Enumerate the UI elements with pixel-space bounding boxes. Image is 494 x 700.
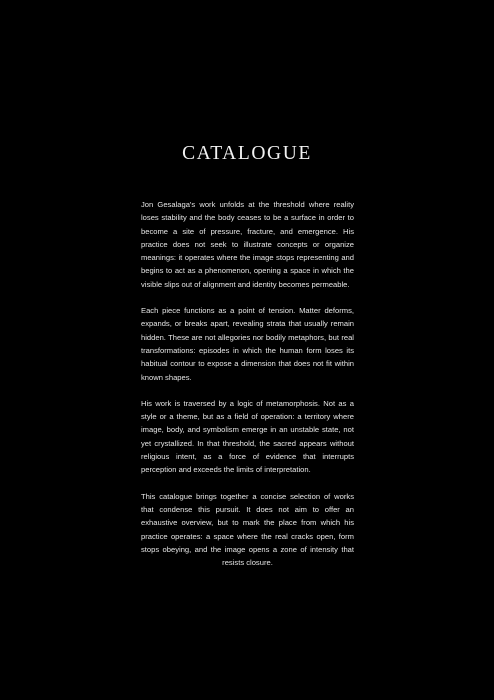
page-title: CATALOGUE xyxy=(182,143,312,164)
paragraph-tension: Each piece functions as a point of tension. Matter deforms, expands, or breaks apart, revealing strata that usually remain hidden. These are not allegories nor bodily metaphors, but real transformations: episodes in which the human form loses its habitual contour to expose a dimension that does not fit within known shapes. xyxy=(141,306,354,382)
body-text xyxy=(141,198,354,582)
paragraph-catalogue: This catalogue brings together a concise selection of works that condense this pursuit. It does not aim to offer an exhaustive overview, but to mark the place from which his practice operates: a space where the real cracks open, form stops obeying, and the image opens a zone of intensity that resists closure. xyxy=(141,491,354,568)
paragraph-metamorphosis: His work is traversed by a logic of metamorphosis. Not as a style or a theme, but as a field of operation: a territory where image, body, and symbolism emerge in an unstable state, not yet crystallized. In that threshold, the sacred appears without religious intent, as a force of evidence that interrupts perception and exceeds the limits of interpretation. xyxy=(141,398,354,475)
paragraph-intro: Jon Gesalaga's work unfolds at the threshold where reality loses stability and the body ceases to be a surface in order to become a site of pressure, fracture, and emergence. His practice does not seek to illustrate concepts or organize meanings: it operates where the image stops representing and begins to act as a phenomenon, opening a space in which the visible slips out of alignment and identity becomes permeable. xyxy=(141,200,354,289)
